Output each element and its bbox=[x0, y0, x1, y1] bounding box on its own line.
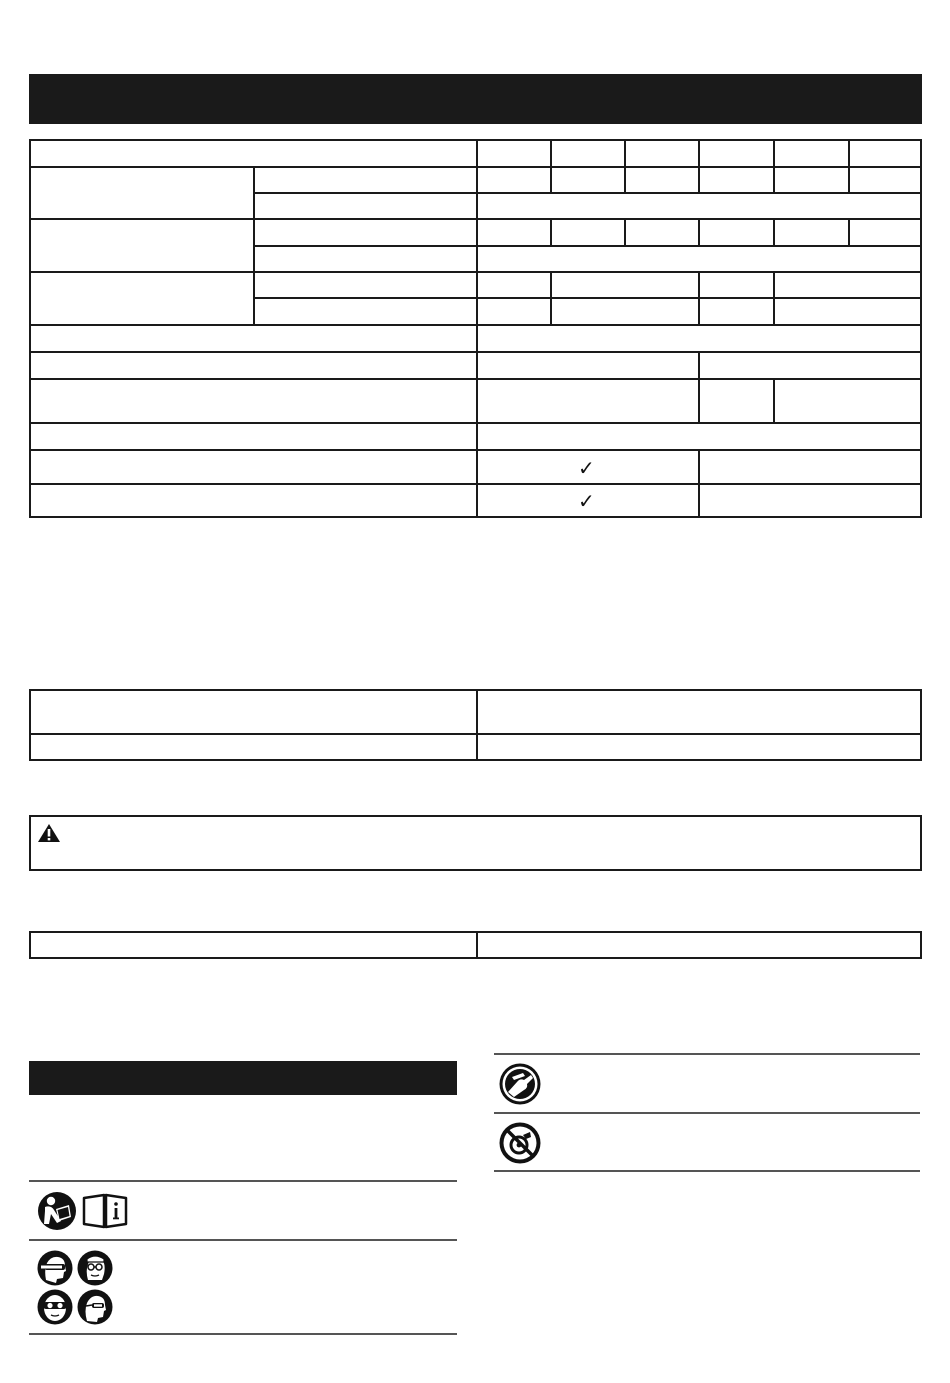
spec-cell bbox=[29, 139, 478, 168]
safety-glasses-icon bbox=[77, 1289, 113, 1325]
spec-cell bbox=[773, 218, 850, 247]
spec-cell bbox=[848, 139, 922, 168]
spec-cell bbox=[698, 378, 775, 424]
spec-cell bbox=[476, 166, 552, 194]
spec-cell bbox=[698, 449, 922, 485]
spec-cell bbox=[773, 378, 922, 424]
spec-cell bbox=[476, 139, 552, 168]
spec-cell bbox=[29, 218, 255, 273]
face-shield-icon bbox=[77, 1250, 113, 1286]
spec-cell bbox=[253, 297, 478, 326]
spec-cell bbox=[29, 449, 478, 485]
spec-cell bbox=[773, 166, 850, 194]
spec-cell bbox=[550, 166, 626, 194]
spec-cell bbox=[476, 422, 922, 451]
spec-cell bbox=[698, 166, 775, 194]
spec-cell bbox=[550, 139, 626, 168]
spec-cell bbox=[624, 166, 700, 194]
spec-cell bbox=[848, 166, 922, 194]
spec-cell bbox=[624, 139, 700, 168]
spec-cell bbox=[698, 297, 775, 326]
spec-cell bbox=[253, 218, 478, 247]
info-cell bbox=[29, 689, 478, 735]
info-cell bbox=[29, 733, 478, 761]
check-icon: ✓ bbox=[578, 489, 595, 513]
spec-cell bbox=[698, 218, 775, 247]
spec-cell bbox=[253, 245, 478, 273]
spec-cell bbox=[698, 483, 922, 518]
spec-cell bbox=[550, 297, 700, 326]
info-cell bbox=[476, 733, 922, 761]
spec-cell bbox=[698, 351, 922, 380]
spec-cell bbox=[773, 271, 922, 299]
spec-cell bbox=[698, 139, 775, 168]
spec-cell bbox=[773, 139, 850, 168]
spec-cell bbox=[476, 245, 922, 273]
spec-cell bbox=[29, 271, 255, 326]
spec-cell bbox=[476, 297, 552, 326]
divider bbox=[494, 1170, 920, 1172]
divider bbox=[494, 1053, 920, 1055]
spec-cell bbox=[698, 271, 775, 299]
info-cell bbox=[29, 931, 478, 959]
spec-cell bbox=[253, 192, 478, 220]
spec-cell bbox=[29, 351, 478, 380]
spec-cell bbox=[476, 271, 552, 299]
read-manual-icon bbox=[37, 1191, 77, 1231]
spec-cell bbox=[476, 351, 700, 380]
spec-cell bbox=[476, 378, 700, 424]
spec-cell bbox=[550, 271, 700, 299]
spec-cell bbox=[476, 192, 922, 220]
spec-cell bbox=[476, 324, 922, 353]
spec-cell bbox=[29, 166, 255, 220]
warning-triangle-icon bbox=[37, 823, 61, 843]
spec-cell bbox=[253, 166, 478, 194]
manual-book-icon bbox=[82, 1193, 128, 1229]
warning-box bbox=[29, 815, 922, 871]
spec-cell bbox=[773, 297, 922, 326]
spec-cell bbox=[848, 218, 922, 247]
spec-cell bbox=[29, 324, 478, 353]
page-header-bar bbox=[29, 74, 922, 124]
safety-goggles-icon bbox=[37, 1289, 73, 1325]
spec-cell bbox=[550, 218, 626, 247]
spec-cell bbox=[29, 422, 478, 451]
divider bbox=[29, 1180, 457, 1182]
spec-cell bbox=[624, 218, 700, 247]
spec-cell bbox=[476, 218, 552, 247]
divider bbox=[29, 1333, 457, 1335]
spec-cell bbox=[253, 271, 478, 299]
hand-guard-icon bbox=[499, 1063, 541, 1105]
section-header-bar bbox=[29, 1061, 457, 1095]
spec-cell bbox=[29, 378, 478, 424]
spec-cell bbox=[29, 483, 478, 518]
no-disc-icon bbox=[499, 1122, 541, 1164]
divider bbox=[494, 1112, 920, 1114]
eye-protection-icon bbox=[37, 1250, 73, 1286]
check-icon: ✓ bbox=[578, 456, 595, 480]
divider bbox=[29, 1239, 457, 1241]
info-cell bbox=[476, 931, 922, 959]
info-cell bbox=[476, 689, 922, 735]
